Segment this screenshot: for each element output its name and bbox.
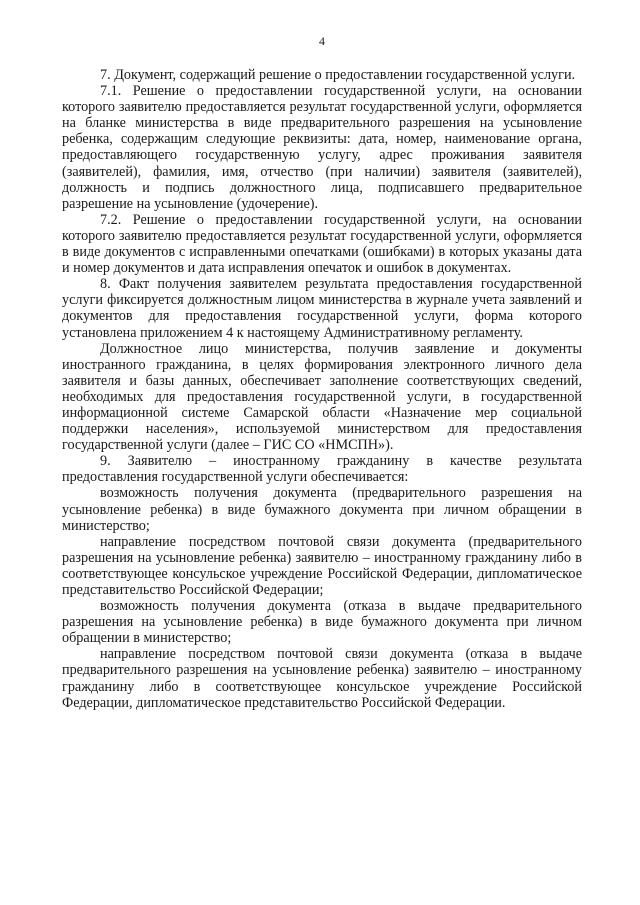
list-item-receive-permit: возможность получения документа (предварительного разрешения на усыновление ребенка) в виде бумажного документа при личном обращении в министерство;	[62, 485, 582, 534]
paragraph-9: 9. Заявителю – иностранному гражданину в качестве результата предоставления государственной услуги обеспечивается:	[62, 453, 582, 486]
paragraph-7-1: 7.1. Решение о предоставлении государственной услуги, на основании которого заявителю предоставляется результат государственной услуги, оформляется на бланке министерства в виде предварительного разрешения на усыновление ребенка, содержащим следующие реквизиты: дата, номер, наименование органа, предоставляющего государственную услугу, адрес проживания заявителя (заявителей), фамилия, имя, отчество (при наличии) заявителя (заявителей), должность и подпись должностного лица, подписавшего предварительное разрешение на усыновление (удочерение).	[62, 83, 582, 212]
paragraph-official-duties: Должностное лицо министерства, получив заявление и документы иностранного гражданина, в целях формирования электронного личного дела заявителя и базы данных, обеспечивает заполнение соответствующих сведений, необходимых для предоставления государственной услуги, в государственной информационной системе Самарской области «Назначение мер социальной поддержки населения», используемой министерством для предоставления государственной услуги (далее – ГИС СО «НМСПН»).	[62, 340, 582, 454]
paragraph-7: 7. Документ, содержащий решение о предоставлении государственной услуги.	[100, 67, 576, 83]
page-number: 4	[319, 34, 325, 48]
paragraph-7-2: 7.2. Решение о предоставлении государственной услуги, на основании которого заявителю предоставляется результат государственной услуги, оформляется в виде документов с исправленными опечатками (ошибками) в которых указаны дата и номер документов и дата исправления опечаток и ошибок в документах.	[62, 211, 582, 277]
list-item-mail-refusal: направление посредством почтовой связи документа (отказа в выдаче предварительного разрешения на усыновление ребенка) заявителю – иностранному гражданину либо в соответствующее консульское учреждение Российской Федерации, дипломатическое представительство Российской Федерации.	[62, 646, 582, 711]
list-item-receive-refusal: возможность получения документа (отказа в выдаче предварительного разрешения на усыновление ребенка) в виде бумажного документа при личном обращении в министерство;	[62, 598, 582, 647]
list-item-mail-permit: направление посредством почтовой связи документа (предварительного разрешения на усыновление ребенка) заявителю – иностранному гражданину либо в соответствующее консульское учреждение Российской Федерации, дипломатическое представительство Российской Федерации;	[62, 533, 582, 598]
paragraph-8: 8. Факт получения заявителем результата предоставления государственной услуги фиксируется должностным лицом министерства в журнале учета заявлений и документов для предоставления государственной услуги, форма которого установлена приложением 4 к настоящему Административному регламенту.	[62, 276, 582, 341]
